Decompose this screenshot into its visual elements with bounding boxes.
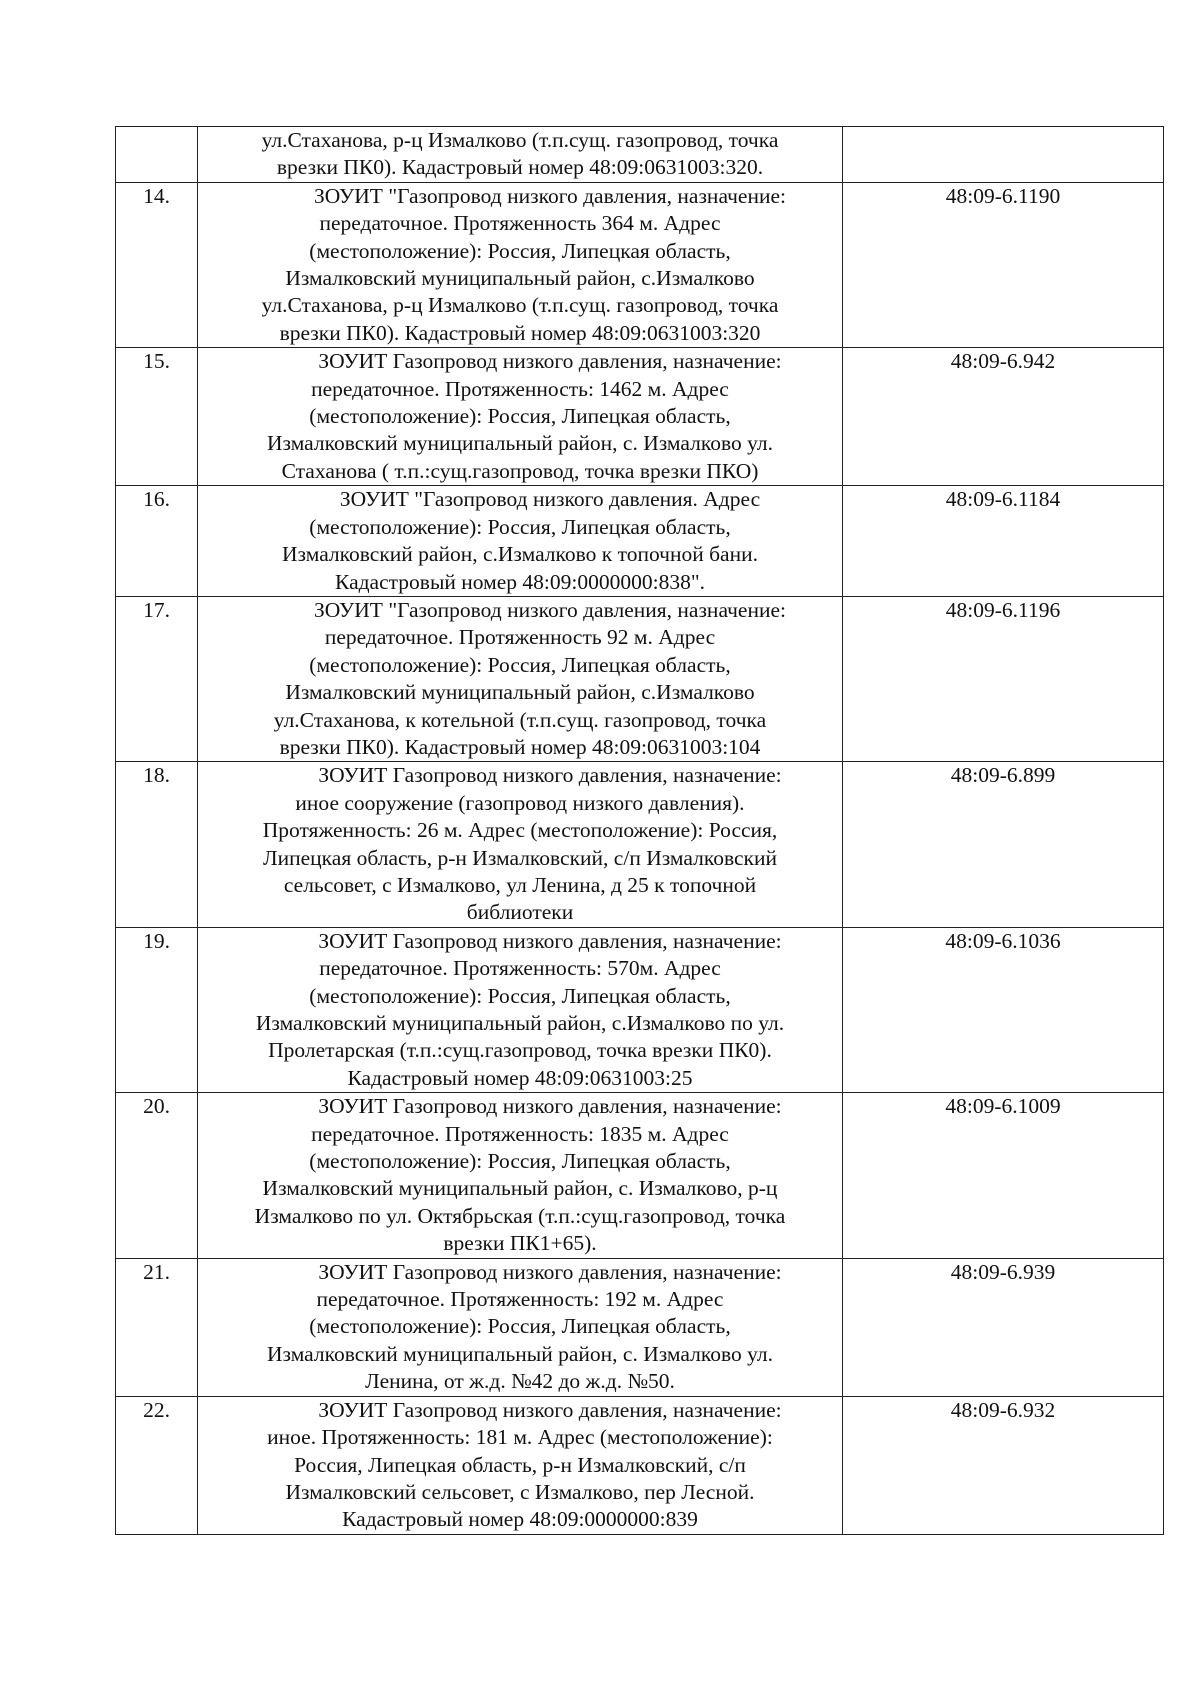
description-line: передаточное. Протяженность: 1835 м. Адрес [311,1121,729,1146]
description-line: сельсовет, с Измалково, ул Ленина, д 25 к топочной [283,872,757,897]
description-line: Измалковский сельсовет, с Измалково, пер Лесной. [285,1479,755,1504]
table-row [116,127,1164,183]
description-line: Пролетарская (т.п.:сущ.газопровод, точка врезки ПК0). [268,1038,772,1063]
description-line: (местоположение): Россия, Липецкая область, [309,238,731,263]
table-row [116,1093,1164,1258]
description-line: Измалковский район, с.Измалково к топочной бани. [282,542,758,567]
registry-number: 48:09-6.942 [843,348,1164,486]
registry-rows [116,127,1164,1535]
zone-description [198,182,843,347]
registry-number: 48:09-6.1036 [843,927,1164,1092]
registry-number: 48:09-6.939 [843,1258,1164,1396]
table-row [116,927,1164,1092]
description-line: Стаханова ( т.п.:сущ.газопровод, точка врезки ПКО) [281,458,759,483]
description-line: (местоположение): Россия, Липецкая область, [309,404,731,429]
description-line: Липецкая область, р-н Измалковский, с/п Измалковский [263,845,777,870]
row-number [116,127,198,183]
registry-number [843,127,1164,183]
description-line: Измалковский муниципальный район, с. Измалково ул. [267,431,773,456]
table-row [116,348,1164,486]
registry-number: 48:09-6.1184 [843,486,1164,597]
description-line: Кадастровый номер 48:09:0000000:838". [335,569,705,594]
row-number: 18. [116,762,198,927]
description-line: иное сооружение (газопровод низкого давления). [295,790,745,815]
description-line: врезки ПК0). Кадастровый номер 48:09:0631003:104 [279,734,761,759]
description-line: ЗОУИТ "Газопровод низкого давления, назначение: [313,597,787,622]
zone-description [198,762,843,927]
row-number: 17. [116,596,198,761]
zone-description [198,348,843,486]
description-line: (местоположение): Россия, Липецкая область, [309,514,731,539]
description-line: ЗОУИТ Газопровод низкого давления, назначение: [318,1094,782,1119]
row-number: 16. [116,486,198,597]
description-line: (местоположение): Россия, Липецкая область, [309,983,731,1008]
description-line: (местоположение): Россия, Липецкая область, [309,652,731,677]
zone-description [198,127,843,183]
table-row [116,182,1164,347]
description-line: Измалковский муниципальный район, с. Измалково ул. [267,1341,773,1366]
description-line: Измалковский муниципальный район, с.Измалково [285,680,755,705]
description-line: передаточное. Протяженность: 1462 м. Адрес [311,376,729,401]
description-line: Кадастровый номер 48:09:0000000:839 [342,1507,698,1532]
registry-number: 48:09-6.1196 [843,596,1164,761]
description-line: врезки ПК0). Кадастровый номер 48:09:0631003:320 [279,320,761,345]
description-line: ЗОУИТ Газопровод низкого давления, назначение: [318,349,782,374]
zone-description [198,927,843,1092]
table-row [116,762,1164,927]
description-line: Измалковский муниципальный район, с.Измалково по ул. [255,1011,785,1035]
registry-number: 48:09-6.899 [843,762,1164,927]
description-line: ЗОУИТ Газопровод низкого давления, назначение: [318,763,782,788]
registry-number: 48:09-6.1009 [843,1093,1164,1258]
description-line: передаточное. Протяженность: 192 м. Адрес [316,1287,724,1312]
description-line: ЗОУИТ "Газопровод низкого давления, назначение: [313,183,787,208]
description-line: врезки ПК1+65). [443,1231,597,1256]
description-line: передаточное. Протяженность 92 м. Адрес [324,625,716,650]
table-row [116,1396,1164,1534]
zone-description [198,1396,843,1534]
row-number: 15. [116,348,198,486]
description-line: Кадастровый номер 48:09:0631003:25 [347,1065,693,1090]
description-line: Россия, Липецкая область, р-н Измалковский, с/п [294,1452,746,1477]
description-line: ул.Стаханова, р-ц Измалково (т.п.сущ. газопровод, точка [261,128,779,152]
description-line: (местоположение): Россия, Липецкая область, [309,1314,731,1339]
zone-description [198,486,843,597]
row-number: 20. [116,1093,198,1258]
registry-number: 48:09-6.932 [843,1396,1164,1534]
description-line: ЗОУИТ Газопровод низкого давления, назначение: [318,928,782,953]
table-row [116,486,1164,597]
description-line: Протяженность: 26 м. Адрес (местоположение): Россия, [262,818,778,843]
table-row [116,596,1164,761]
description-line: передаточное. Протяженность: 570м. Адрес [319,956,721,981]
description-line: библиотеки [466,900,574,925]
description-line: передаточное. Протяженность 364 м. Адрес [319,211,721,236]
zone-description [198,596,843,761]
description-line: ул.Стаханова, к котельной (т.п.сущ. газопровод, точка [273,707,767,732]
zouit-registry-table [115,126,1164,1535]
description-line: ул.Стаханова, р-ц Измалково (т.п.сущ. газопровод, точка [261,293,779,318]
description-line: ЗОУИТ Газопровод низкого давления, назначение: [318,1397,782,1422]
table-row [116,1258,1164,1396]
description-line: Измалковский муниципальный район, с.Измалково [285,266,755,291]
description-line: (местоположение): Россия, Липецкая область, [309,1149,731,1174]
description-line: Измалково по ул. Октябрьская (т.п.:сущ.газопровод, точка [254,1203,786,1228]
description-line: ЗОУИТ "Газопровод низкого давления. Адрес [339,487,761,512]
description-line: Измалковский муниципальный район, с. Измалково, р-ц [262,1176,778,1201]
row-number: 14. [116,182,198,347]
row-number: 21. [116,1258,198,1396]
description-line: врезки ПК0). Кадастровый номер 48:09:0631003:320. [276,155,764,180]
zone-description [198,1258,843,1396]
row-number: 19. [116,927,198,1092]
zone-description [198,1093,843,1258]
registry-number: 48:09-6.1190 [843,182,1164,347]
description-line: ЗОУИТ Газопровод низкого давления, назначение: [318,1259,782,1284]
row-number: 22. [116,1396,198,1534]
description-line: Ленина, от ж.д. №42 до ж.д. №50. [365,1369,675,1394]
description-line: иное. Протяженность: 181 м. Адрес (местоположение): [267,1425,773,1450]
